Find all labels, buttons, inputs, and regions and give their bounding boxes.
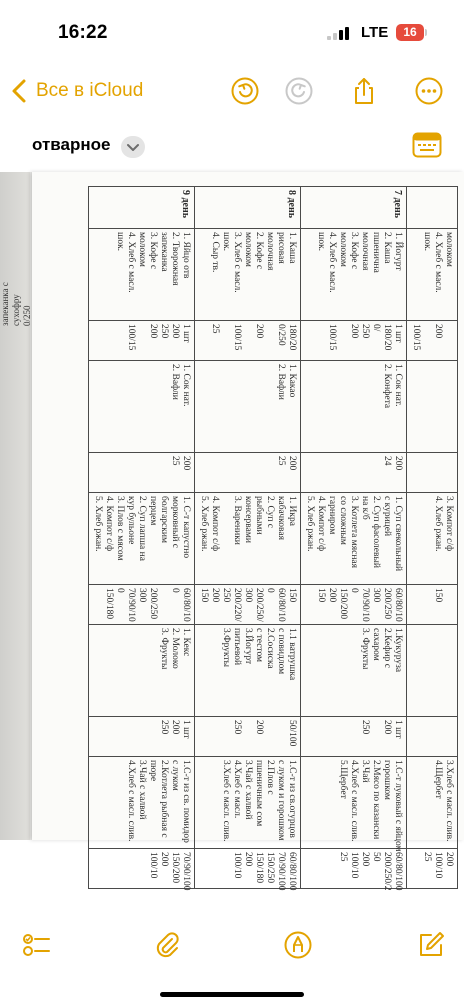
cell-line: 25 (276, 456, 286, 466)
cell-line: 0/250 (276, 324, 286, 346)
cell-line: 3.Чай с халвой (243, 760, 253, 820)
cell-line: 250 (360, 720, 370, 735)
cell-line: кур бульоне (126, 496, 136, 545)
cell-line: 0 (265, 588, 275, 593)
cell-line: болгарским (159, 496, 169, 543)
status-time: 16:22 (58, 22, 108, 43)
day-cell: 8 день (195, 187, 301, 229)
cell-line: запеканка (159, 232, 169, 272)
cell-line: 3.Йогурт (243, 628, 253, 665)
cell-line: гарниром (327, 496, 337, 535)
cell-line: 150/250 (265, 852, 275, 884)
compose-icon[interactable] (416, 930, 446, 960)
cell-line: 200/250/ (254, 588, 264, 622)
cell-line: 200 (181, 456, 191, 471)
cell-line: молоком (338, 232, 348, 267)
cell-line: шок. (422, 232, 432, 252)
cell-line: 1 шт (181, 720, 191, 739)
cell-line: 4. Хлеб ржан. (433, 496, 443, 552)
photo-edge-line: сухофру (11, 294, 21, 326)
cell-line: 2.Мясо по казански (371, 760, 381, 840)
cell-line: 2. Творожная (170, 232, 180, 286)
cell-line: молоком (444, 232, 454, 267)
cell-line: с повидлом (276, 628, 286, 675)
cell-line: 1.С-т из св.огурцов (287, 760, 297, 838)
cell-line: 200 (159, 852, 169, 867)
cell-line: 25 (170, 456, 180, 466)
cell-line (337, 324, 348, 357)
cell-line: шок. (221, 232, 231, 252)
back-button-label: Все в iCloud (36, 80, 144, 101)
cell-line: молочная (265, 232, 275, 271)
cell-line: 1. Какао (287, 364, 297, 398)
cell-line: 1.С-т луковый с яйцом (393, 760, 403, 852)
cell-line: 3. Кофе с (349, 232, 359, 270)
cell-line: 4. Хлеб с масл. (433, 232, 443, 293)
dish-cell (195, 625, 301, 717)
cell-line: 1. Суп свекольный (393, 496, 403, 572)
cell-line: 4.Щербет (433, 760, 443, 799)
photo-edge-text (0, 206, 32, 326)
cell-line: 60/80/100 (287, 852, 297, 891)
dish-cell (407, 757, 458, 849)
nav-bar (0, 66, 464, 116)
cell-line: 70/90/10 (360, 588, 370, 622)
portion-cell (195, 717, 301, 757)
dish-cell (195, 229, 301, 321)
cell-line: 3. Плов с мясом (115, 496, 125, 561)
dish-cell (89, 757, 195, 849)
home-indicator[interactable] (160, 992, 304, 997)
cell-line: 300 (371, 588, 381, 603)
portion-cell (89, 453, 195, 493)
portion-cell (195, 849, 301, 889)
cell-line: 180/20 (382, 324, 392, 351)
cell-line: 150/200 (338, 588, 348, 620)
cell-line: 5. Хлеб ржан. (305, 496, 315, 552)
cell-line: 2. Кофе с (254, 232, 264, 270)
portion-cell (301, 585, 407, 625)
portion-cell (301, 321, 407, 361)
cell-line: 2.Плов с (265, 760, 275, 795)
cell-line: 150/180 (254, 852, 264, 884)
cell-line: 150/180 (104, 588, 114, 620)
cell-line: 3. Компот с/ф (444, 496, 454, 552)
cell-line: 100/10 (148, 852, 158, 879)
cell-line: молочная (360, 232, 370, 271)
cell-line: 200/220/ (232, 588, 242, 622)
cell-line: 1 шт (393, 720, 403, 739)
table-row (301, 187, 407, 889)
redo-icon[interactable] (284, 76, 314, 106)
cell-line: 200 (243, 852, 253, 867)
portion-cell (407, 849, 458, 889)
table-row (407, 187, 458, 889)
cell-line: молоком (243, 232, 253, 267)
portion-cell (89, 717, 195, 757)
portion-cell (407, 321, 458, 361)
cell-line: 3. Вареники (232, 496, 242, 545)
dish-cell (301, 493, 407, 585)
cell-line: шок. (316, 232, 326, 252)
cell-line: 1. Каша (287, 232, 297, 264)
dish-cell (407, 229, 458, 321)
cell-line: 100/15 (232, 324, 242, 351)
dish-cell (195, 361, 301, 453)
cell-line (264, 720, 275, 753)
chevron-left-icon (8, 77, 32, 105)
network-type: LTE (361, 24, 389, 41)
cell-line (220, 324, 231, 357)
chevron-down-icon (121, 136, 145, 158)
day-cell: 9 день (89, 187, 195, 229)
cell-line: 1 шт (393, 324, 403, 343)
cell-line: 0 (349, 588, 359, 593)
share-icon[interactable] (349, 76, 379, 106)
cell-line: 5. Хлеб ржан. (199, 496, 209, 552)
cell-line: 2. Конфета (382, 364, 392, 409)
cell-line: горошком (382, 760, 392, 800)
note-title[interactable]: отварное (32, 135, 111, 154)
cell-line: 200 (327, 588, 337, 603)
cell-line: 60/80/10 (181, 588, 191, 622)
cell-line (275, 720, 286, 753)
cell-line: 25 (210, 324, 220, 334)
dish-cell (195, 757, 301, 849)
cell-line: 200 (444, 852, 454, 867)
cell-line: 200 (148, 324, 158, 339)
cell-line (242, 720, 253, 753)
cell-line: 100/10 (349, 852, 359, 879)
cell-line: 3. Фрукты (360, 628, 370, 670)
cell-line: 2. Суп фасолевый (371, 496, 381, 568)
cell-line: 150 (316, 588, 326, 603)
dish-cell (301, 361, 407, 453)
dish-cell (195, 493, 301, 585)
cell-line: 4. Компот с/ф (210, 496, 220, 552)
dish-cell (301, 229, 407, 321)
paperclip-icon[interactable] (152, 930, 182, 960)
signal-strength-icon (327, 26, 351, 40)
battery-cap (425, 29, 427, 36)
cell-line: 200 (433, 324, 443, 339)
portion-cell (89, 321, 195, 361)
cell-line: перцем (148, 496, 158, 526)
dish-cell (301, 757, 407, 852)
battery-icon: 16 (396, 24, 424, 41)
portion-cell (301, 717, 407, 757)
portion-cell (195, 453, 301, 493)
cell-line: 1. Яйцо отв (181, 232, 191, 279)
cell-line: 25 (422, 852, 432, 862)
cell-line: с луком и горошком (276, 760, 286, 841)
cell-line (443, 324, 454, 357)
menu-table (88, 186, 458, 889)
cell-line: 1. С-т капустно (181, 496, 191, 559)
cell-line: 2. Вафли (170, 364, 180, 400)
portion-cell (407, 585, 458, 625)
markup-pen-icon[interactable] (283, 930, 313, 960)
cell-line: 250 (232, 720, 242, 735)
cell-line: 200 (254, 324, 264, 339)
cell-line: 1 шт (181, 324, 191, 343)
cell-line: шок. (115, 232, 125, 252)
cell-line: 1.Кукуруза (393, 628, 403, 673)
cell-line (158, 588, 169, 621)
cell-line: 100/10 (433, 852, 443, 879)
cell-line: 1.С-т из св. помидор (181, 760, 191, 843)
cell-line (370, 720, 381, 753)
dish-cell (89, 625, 195, 717)
cell-line: 3.Хлеб с масл. слив. (221, 760, 231, 842)
cell-line: 3.Фрукты (221, 628, 231, 668)
note-title-row (0, 126, 464, 166)
cell-line (443, 588, 454, 621)
cell-line: 4.Хлеб с масл. слив. (126, 760, 136, 842)
cell-line: 4. Сыр тв. (210, 232, 220, 273)
portion-cell (89, 585, 195, 625)
bottom-toolbar (0, 912, 464, 972)
scanned-document-image[interactable] (0, 172, 464, 891)
cell-line: 3. Хлеб с масл. (232, 232, 242, 293)
cell-line: 24 (382, 456, 392, 466)
cell-line (421, 324, 432, 357)
cell-line (242, 324, 253, 357)
cell-line: 250 (159, 720, 169, 735)
cell-line: 0 (115, 588, 125, 593)
cell-line: 2. Молоко (170, 628, 180, 669)
cell-line: 4. Хлеб с масл. (126, 232, 136, 293)
cell-line: на к/б (360, 496, 370, 520)
cell-line: 5.Щербет (338, 760, 348, 799)
portion-cell (195, 321, 301, 361)
cell-line: 2.Кефир с (382, 628, 392, 669)
cell-line: 60/80/10 (393, 588, 403, 622)
cell-line: 50 (371, 852, 381, 862)
cell-line: 150/200 (170, 852, 180, 884)
cell-line: 250 (360, 324, 370, 339)
cell-line: 2.Котлета рыбная с (159, 760, 169, 838)
cell-line: 1. Сок нат. (393, 364, 403, 407)
cell-line: 100/10 (232, 852, 242, 879)
table-row (195, 187, 301, 889)
cell-line: 70/90/10 (126, 588, 136, 622)
cell-line: рыбными (254, 496, 264, 535)
cell-line: пшеничным сом (254, 760, 264, 827)
cell-line: морковный с (170, 496, 180, 549)
cell-line: 3. Котлета мясная (349, 496, 359, 568)
dish-cell (89, 493, 195, 585)
cell-line: 1. Йогурт (393, 232, 403, 271)
cell-line: 25 (338, 852, 348, 862)
cell-line: питьевой (232, 628, 242, 666)
more-options-icon[interactable] (414, 76, 444, 106)
cell-line: пшенична (371, 232, 381, 273)
cell-line: с тестом (254, 628, 264, 663)
cell-line (136, 324, 147, 357)
cell-line: 200 (382, 720, 392, 735)
cell-line: 4.Хлеб с масл. (232, 760, 242, 819)
portion-cell (407, 717, 458, 757)
cell-line: с курицей (382, 496, 392, 537)
cell-line: 50/100 (287, 720, 297, 747)
cell-line: с луком (170, 760, 180, 791)
cell-line: 70/90/100 (276, 852, 286, 891)
cell-line: 4.Хлеб с масл. слив. (349, 760, 359, 842)
cell-line: 4. Хлеб с масл. (327, 232, 337, 293)
cell-line: 100/15 (126, 324, 136, 351)
cell-line: 200 (349, 324, 359, 339)
cell-line: 200/250 (148, 588, 158, 620)
dish-cell (407, 625, 458, 717)
day-cell: 7 день (301, 187, 407, 229)
document-page (32, 172, 464, 891)
cell-line: 4. Компот с/ф (316, 496, 326, 552)
cell-line: 0/ (371, 324, 381, 332)
undo-icon[interactable] (230, 76, 260, 106)
photo-edge-line: 0/250 (22, 305, 32, 326)
cell-line: 3.Чай с халвой (137, 760, 147, 820)
cell-line: 100/15 (411, 324, 421, 351)
cell-line: 2.Сосиска (265, 628, 275, 669)
cell-line: 200 (210, 588, 220, 603)
portion-cell (89, 849, 195, 889)
cell-line: 2. Каша (382, 232, 392, 264)
cell-line: 3. Фрукты (159, 628, 169, 670)
cell-line: 1.1 ватрушка (287, 628, 297, 681)
cell-line: 200 (360, 852, 370, 867)
cell-line: 60/80/100 (393, 852, 403, 891)
cell-line: 300 (243, 588, 253, 603)
dish-cell (89, 361, 195, 453)
rotated-table-wrapper (38, 186, 458, 891)
portion-cell (407, 453, 458, 493)
cell-line: консервами (243, 496, 253, 543)
cell-line: 100/15 (327, 324, 337, 351)
cell-line: 3.Хлеб с масл. слив. (444, 760, 454, 842)
dish-cell (301, 625, 407, 717)
table-row (89, 187, 195, 889)
cell-line: 3.Чай (360, 760, 370, 783)
cell-line (220, 496, 231, 581)
cell-line: 2. Суп лапша на (137, 496, 147, 561)
cell-line: 200/250 (382, 588, 392, 620)
day-cell (407, 187, 458, 229)
dish-cell (407, 493, 458, 585)
cell-line: 1. Сок нат. (181, 364, 191, 407)
cell-line: 1. Икра (287, 496, 297, 526)
cell-line: 200 (393, 456, 403, 471)
cell-line: рисовая (276, 232, 286, 264)
cell-line: 250 (159, 324, 169, 339)
cell-line: 60/80/10 (276, 588, 286, 622)
cell-line: 4. Компот с/ф (104, 496, 114, 552)
status-bar (0, 0, 464, 66)
cell-line: 150 (199, 588, 209, 603)
cell-line: 3. Кофе с (148, 232, 158, 270)
portion-cell (301, 453, 407, 493)
cell-line (264, 324, 275, 357)
portion-cell (195, 585, 301, 625)
cell-line: 180/20 (287, 324, 297, 351)
cell-line: 200 (254, 720, 264, 735)
cell-line: пюре (148, 760, 158, 782)
cell-line: 200 (170, 720, 180, 735)
checklist-icon[interactable] (21, 930, 51, 960)
cell-line: 200/250/2 (382, 852, 392, 891)
cell-line: 2. Суп с (265, 496, 275, 529)
cell-line: 2. Вафли (276, 364, 286, 400)
back-button[interactable] (8, 76, 143, 106)
cell-line: 70/90/100 (181, 852, 191, 891)
cell-line: 300 (137, 588, 147, 603)
scan-toolbar-icon[interactable] (412, 132, 442, 158)
cell-line: со сложным (338, 496, 348, 545)
cell-line: 0 (170, 588, 180, 593)
cell-line: сахаром (371, 628, 381, 661)
cell-line: 1. Кекс (181, 628, 191, 657)
cell-line: 150 (287, 588, 297, 603)
cell-line: 200 (170, 324, 180, 339)
cell-line: 250 (221, 588, 231, 603)
cell-line: 5. Хлеб ржан. (93, 496, 103, 552)
dish-cell (407, 361, 458, 453)
title-menu-button[interactable] (121, 136, 145, 158)
photo-edge-line: запеканка с (0, 282, 10, 326)
cell-line: 150 (433, 588, 443, 603)
cell-line: молоком (137, 232, 147, 267)
cell-line: 200 (287, 456, 297, 471)
cell-line: кабачковая (276, 496, 286, 540)
dish-cell (89, 229, 195, 321)
portion-cell (301, 849, 407, 889)
